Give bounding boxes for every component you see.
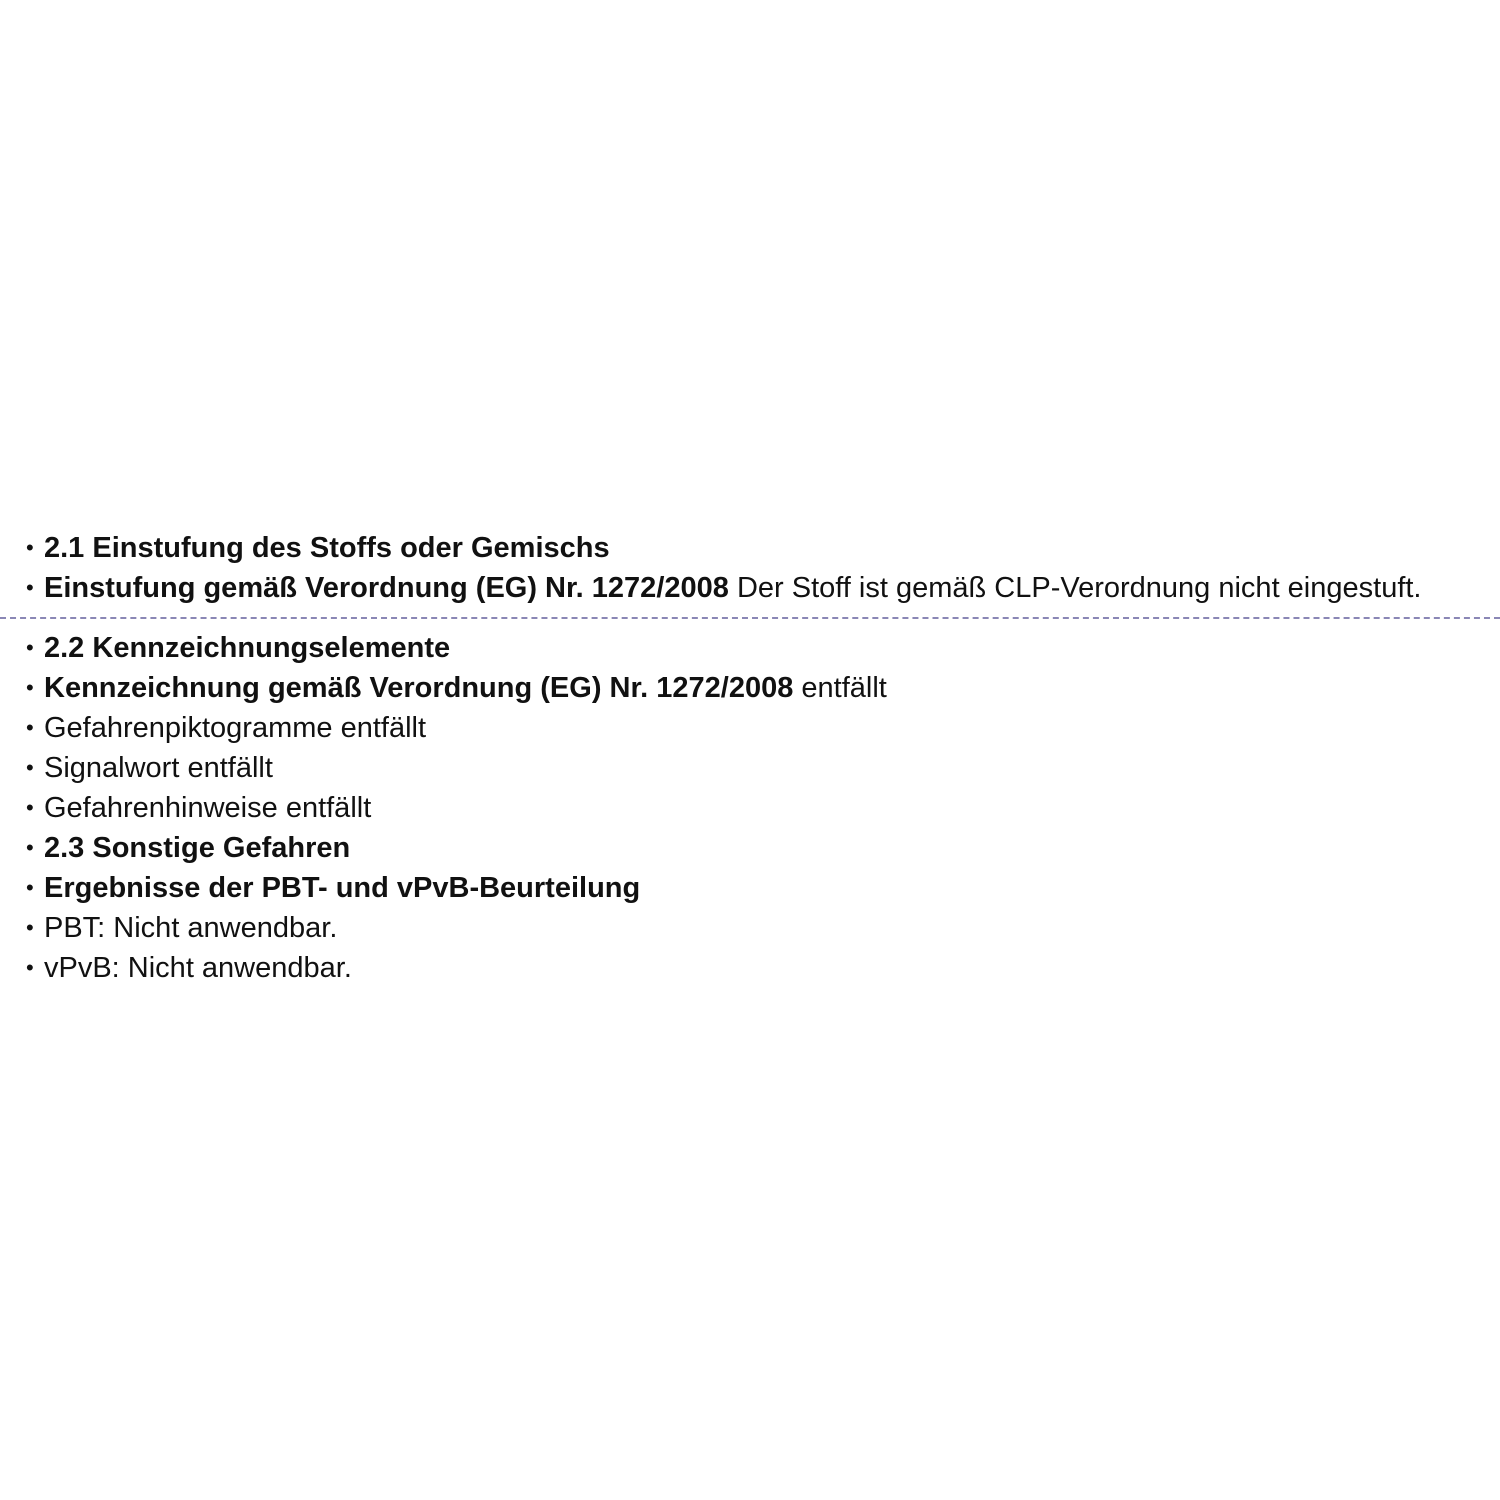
bullet: •: [26, 915, 34, 940]
safety-data-sheet-section-2: [0, 528, 1500, 988]
section-2-2-heading-row: [0, 628, 1500, 668]
signal-word-text: Signalwort entfällt: [44, 752, 273, 784]
vpvb-row: [0, 948, 1500, 988]
signal-word-row: [0, 748, 1500, 788]
assessment-row: [0, 868, 1500, 908]
pbt-text: PBT: Nicht anwendbar.: [44, 912, 338, 944]
pbt-row: [0, 908, 1500, 948]
pictograms-text: Gefahrenpiktogramme entfällt: [44, 712, 427, 744]
hazard-statements-row: [0, 788, 1500, 828]
bullet: •: [26, 675, 34, 700]
bullet: •: [26, 755, 34, 780]
classification-text: [44, 568, 1422, 608]
labeling-value: entfällt: [793, 672, 887, 704]
assessment-label: Ergebnisse der PBT- und vPvB-Beurteilung: [44, 872, 641, 904]
dashed-line: [0, 617, 1500, 619]
section-2-1-heading: 2.1 Einstufung des Stoffs oder Gemischs: [44, 532, 610, 564]
section-2-3-heading: 2.3 Sonstige Gefahren: [44, 832, 351, 864]
section-2-2-heading: 2.2 Kennzeichnungselemente: [44, 632, 451, 664]
hazard-statements-text: Gefahrenhinweise entfällt: [44, 792, 372, 824]
bullet: •: [26, 635, 34, 660]
bullet: •: [26, 575, 34, 600]
classification-row: [0, 568, 1500, 608]
classification-label: Einstufung gemäß Verordnung (EG) Nr. 1272/2008: [44, 572, 729, 604]
pictograms-row: [0, 708, 1500, 748]
section-2-3-heading-row: [0, 828, 1500, 868]
bullet: •: [26, 715, 34, 740]
labeling-label: Kennzeichnung gemäß Verordnung (EG) Nr. 1272/2008: [44, 672, 794, 704]
vpvb-text: vPvB: Nicht anwendbar.: [44, 952, 352, 984]
bullet: •: [26, 795, 34, 820]
labeling-row: [0, 668, 1500, 708]
bullet: •: [26, 835, 34, 860]
bullet: •: [26, 535, 34, 560]
classification-value: Der Stoff ist gemäß CLP-Verordnung nicht eingestuft.: [728, 572, 1422, 604]
section-divider: [0, 608, 1500, 628]
bullet: •: [26, 875, 34, 900]
section-2-1-heading-row: [0, 528, 1500, 568]
bullet: •: [26, 955, 34, 980]
labeling-text: [44, 668, 887, 708]
